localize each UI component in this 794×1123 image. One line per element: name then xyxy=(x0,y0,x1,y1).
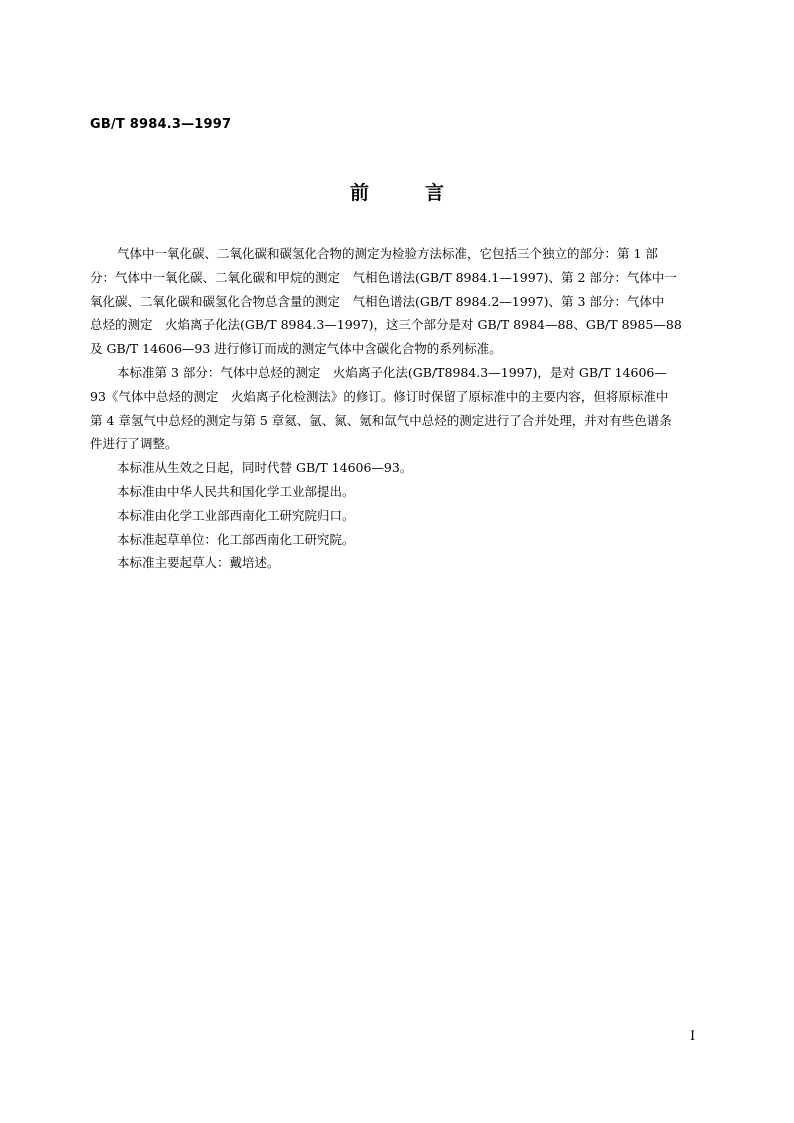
paragraph-2 xyxy=(90,361,706,456)
foreword-body xyxy=(90,242,706,575)
text-line: 本标准第 3 部分：气体中总烃的测定 火焰离子化法(GB/T8984.3—1997)，是对 GB/T 14606— xyxy=(117,364,667,380)
title-char-2: 言 xyxy=(425,182,445,204)
text-line: 93《气体中总烃的测定 火焰离子化检测法》的修订。修订时保留了原标准中的主要内容，但将原标准中 xyxy=(90,388,669,404)
text-line: 分：气体中一氧化碳、二氧化碳和甲烷的测定 气相色谱法(GB/T 8984.1—1997)、第 2 部分：气体中一 xyxy=(90,269,677,285)
text-line: 气体中一氧化碳、二氧化碳和碳氢化合物的测定为检验方法标准，它包括三个独立的部分：第 1 部 xyxy=(117,246,658,261)
text-line: 本标准由中华人民共和国化学工业部提出。 xyxy=(117,483,355,499)
paragraph-3 xyxy=(90,456,706,480)
text-line: 本标准主要起草人：戴培述。 xyxy=(117,555,280,571)
paragraph-4 xyxy=(90,480,706,504)
text-line: 本标准从生效之日起，同时代替 GB/T 14606—93。 xyxy=(117,460,413,476)
text-line: 本标准起草单位：化工部西南化工研究院。 xyxy=(117,531,355,547)
paragraph-7 xyxy=(90,551,706,575)
page-title xyxy=(0,178,794,205)
text-line: 及 GB/T 14606—93 进行修订而成的测定气体中含碳化合物的系列标准。 xyxy=(90,341,502,357)
text-line: 氧化碳、二氧化碳和碳氢化合物总含量的测定 气相色谱法(GB/T 8984.2—1997)、第 3 部分：气体中 xyxy=(90,293,665,309)
page-number: I xyxy=(690,1029,696,1044)
text-line: 本标准由化学工业部西南化工研究院归口。 xyxy=(117,507,355,523)
paragraph-5 xyxy=(90,504,706,528)
standard-code: GB/T 8984.3—1997 xyxy=(90,117,232,132)
text-line: 件进行了调整。 xyxy=(90,436,178,452)
paragraph-1 xyxy=(90,242,706,361)
text-line: 总烃的测定 火焰离子化法(GB/T 8984.3—1997)，这三个部分是对 GB/T 8984—88、GB/T 8985—88 xyxy=(90,317,682,333)
text-line: 第 4 章氢气中总烃的测定与第 5 章氦、氩、氮、氪和氙气中总烃的测定进行了合并处理，并对有些色谱条 xyxy=(90,412,672,428)
paragraph-6 xyxy=(90,528,706,552)
title-char-1: 前 xyxy=(349,182,369,204)
